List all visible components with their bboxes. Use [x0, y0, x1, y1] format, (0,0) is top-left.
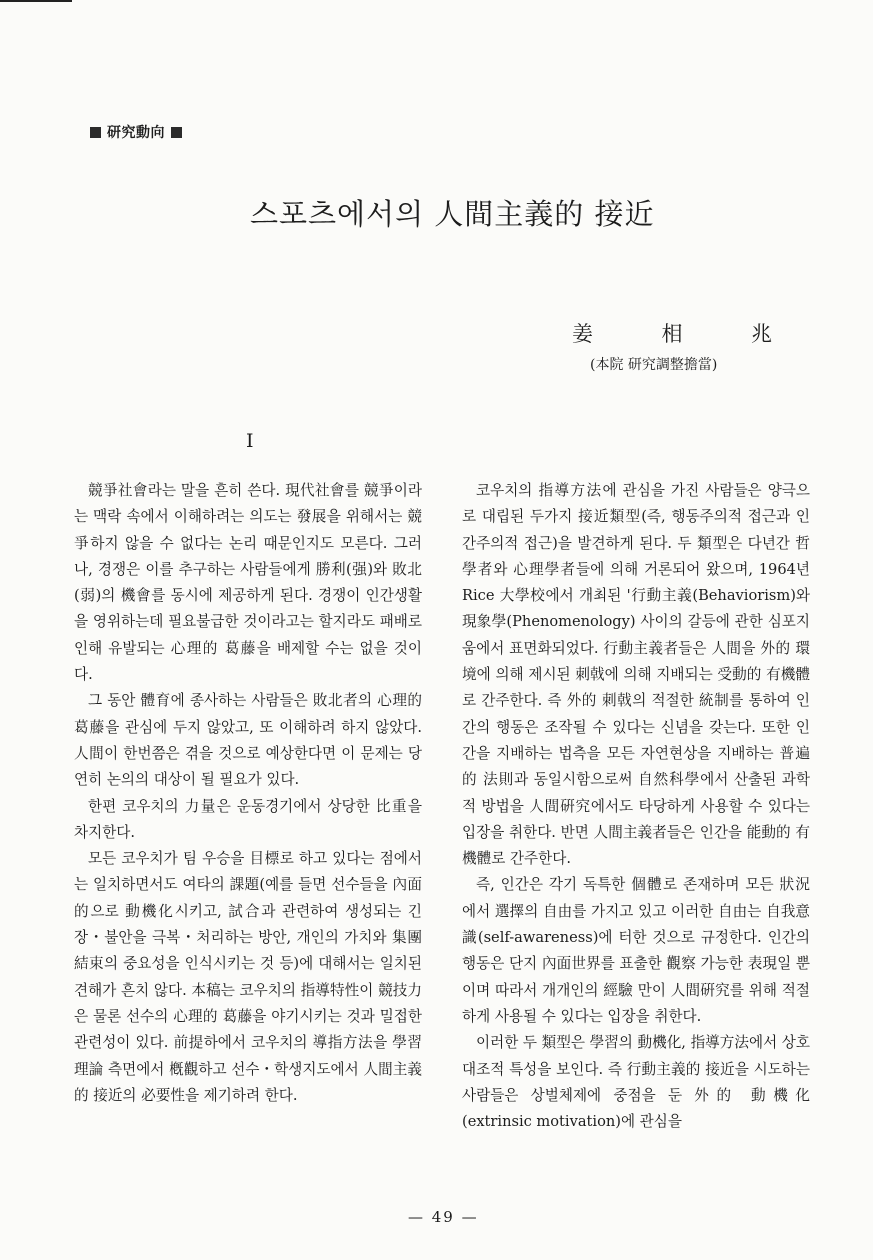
paragraph: 즉, 인간은 각기 독특한 個體로 존재하며 모든 狀況에서 選擇의 自由를 가지고 있고 이러한 自由는 自我意識(self-awareness)에 터한 것으로 규정한다. 인간의 행동은 단지 內面世界를 표출한 觀察 가능한 表現일 뿐이며 따라서 개개인의 經驗 만이 人間硏究를 위해 적절하게 사용될 수 있다는 입장을 취한다. — [462, 876, 810, 1025]
paragraph: 모든 코우치가 팀 우승을 目標로 하고 있다는 점에서는 일치하면서도 여타의 課題(예를 들면 선수들을 內面的으로 動機化시키고, 試合과 관련하여 생성되는 긴장・불안을 극복・처리하는 방안, 개인의 가치와 集團結束의 중요성을 인식시키는 것 등)에 대해서는 일치된 견해가 흔치 않다. 本稿는 코우치의 指導特性이 競技力은 물론 선수의 心理的 葛藤을 야기시키는 것과 밀접한 관련성이 있다. 前提하에서 코우치의 導指方法을 學習理論 측면에서 槪觀하고 선수・학생지도에서 人間主義的 接近의 必要性을 제기하려 한다. — [74, 850, 422, 1104]
author-name-char: 姜 — [572, 322, 593, 346]
page-number: — 49 — — [408, 1208, 479, 1226]
article-title: 스포츠에서의 人間主義的 接近 — [250, 197, 655, 231]
paragraph: 이러한 두 類型은 學習의 動機化, 指導方法에서 상호 대조적 특성을 보인다. 즉 行動主義的 接近을 시도하는 사람들은 상벌체제에 중점을 둔 外的 動機化(extrinsic motivation)에 관심을 — [462, 1034, 810, 1131]
paragraph: 한편 코우치의 力量은 운동경기에서 상당한 比重을 차지한다. — [74, 797, 422, 841]
section-label: 研究動向 — [107, 125, 165, 141]
left-column — [74, 478, 422, 1109]
square-bullet-icon — [90, 127, 101, 138]
author-name — [572, 318, 772, 348]
square-bullet-icon — [171, 127, 182, 138]
section-tag — [90, 122, 182, 142]
paragraph: 그 동안 體育에 종사하는 사람들은 敗北者의 心理的 葛藤을 관심에 두지 않았고, 또 이해하려 하지 않았다. 人間이 한번쯤은 겪을 것으로 예상한다면 이 문제는 당연히 논의의 대상이 될 필요가 있다. — [74, 692, 422, 789]
right-column — [462, 478, 810, 1135]
author-name-char: 相 — [661, 322, 683, 346]
top-rule — [0, 0, 72, 2]
section-number: I — [246, 430, 254, 452]
author-name-char: 兆 — [751, 322, 772, 346]
paragraph: 競爭社會라는 말을 흔히 쓴다. 現代社會를 競爭이라는 맥락 속에서 이해하려는 의도는 發展을 위해서는 競爭하지 않을 수 없다는 논리 때문인지도 모른다. 그러나, 경쟁은 이를 추구하는 사람들에게 勝利(强)와 敗北(弱)의 機會를 동시에 제공하게 된다. 경쟁이 인간생활을 영위하는데 필요불급한 것이라고는 할지라도 패배로 인해 유발되는 心理的 葛藤을 배제할 수는 없을 것이다. — [74, 482, 422, 684]
author-affiliation: (本院 研究調整擔當) — [590, 357, 718, 373]
paragraph: 코우치의 指導方法에 관심을 가진 사람들은 양극으로 대립된 두가지 接近類型(즉, 행동주의적 접근과 인간주의적 접근)을 발견하게 된다. 두 類型은 다년간 哲學者와 心理學者들에 의해 거론되어 왔으며, 1964년 Rice 大學校에서 개최된 '行動主義(Behaviorism)와 現象學(Phenomenology) 사이의 갈등에 관한 심포지움에서 표면화되었다. 行動主義者들은 人間을 外的 環境에 의해 제시된 刺戟에 의해 지배되는 受動的 有機體로 간주한다. 즉 外的 刺戟의 적절한 統制를 통하여 인간의 행동은 조작될 수 있다는 신념을 갖는다. 또한 인간을 지배하는 법측을 모든 자연현상을 지배하는 普遍的 法則과 동일시함으로써 自然科學에서 산출된 과학적 방법을 人間硏究에서도 타당하게 사용할 수 있다는 입장을 취한다. 반면 人間主義者들은 인간을 能動的 有機體로 간주한다. — [462, 482, 810, 868]
